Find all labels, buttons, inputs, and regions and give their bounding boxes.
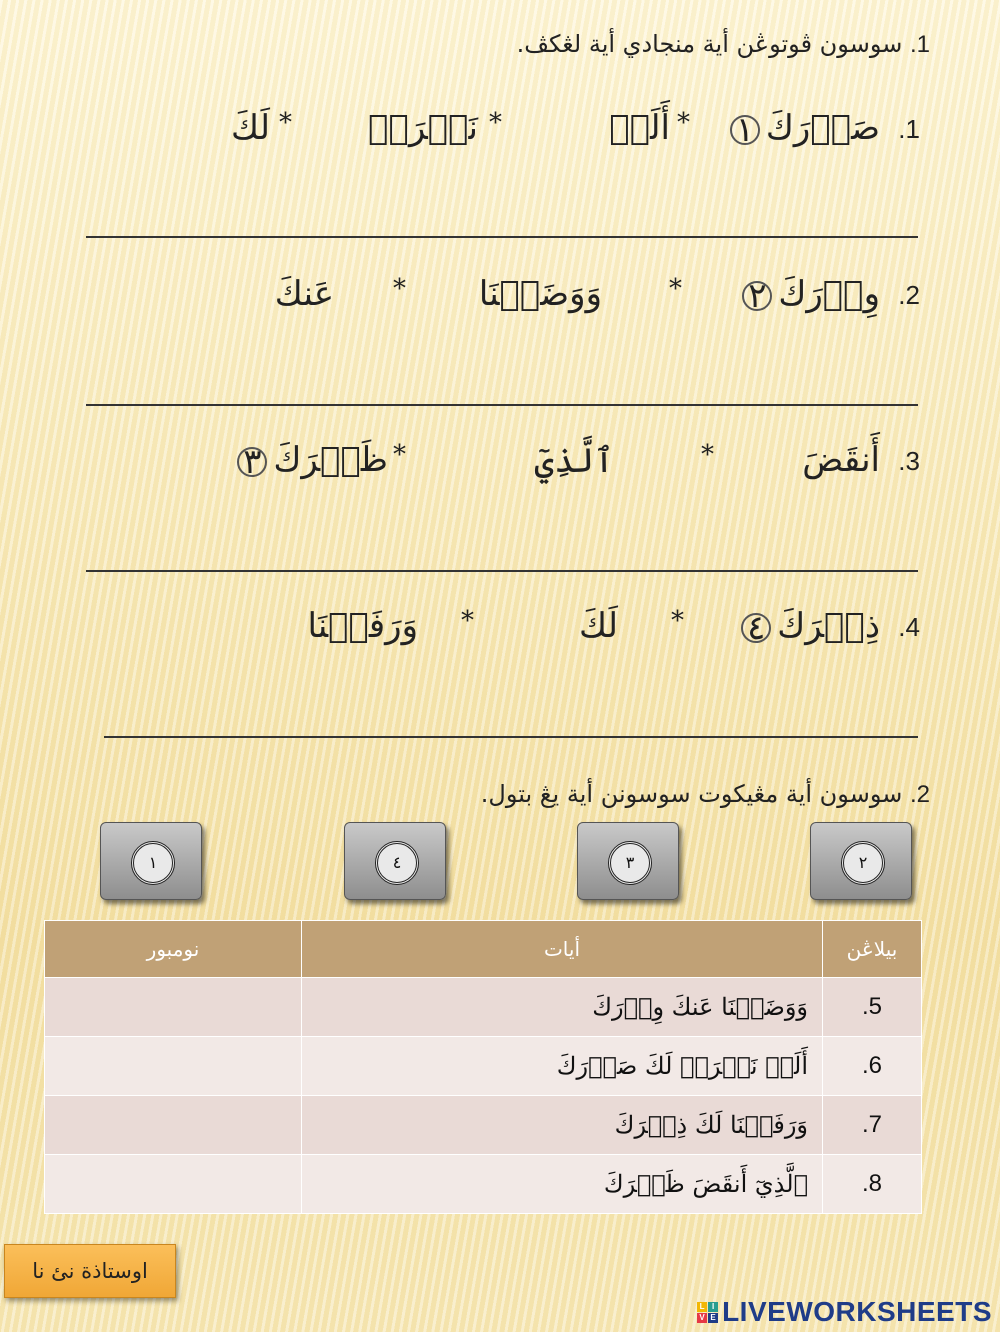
separator-star: *: [393, 274, 406, 304]
row-2-word-3[interactable]: عَنكَ: [274, 274, 334, 314]
ayah-tile-2[interactable]: [810, 822, 912, 900]
section-2-number: 2.: [909, 781, 930, 808]
row-ayat: أَلَمۡ نَشۡرَحۡ لَكَ صَدۡرَكَ: [302, 1037, 823, 1096]
row-4-word-2[interactable]: لَكَ: [578, 606, 618, 646]
ayah-end-mark: ٤: [741, 613, 771, 643]
answer-drop-zone[interactable]: [45, 1155, 302, 1214]
answer-drop-zone[interactable]: [45, 1037, 302, 1096]
row-number: 6.: [823, 1037, 922, 1096]
row-4-word-3[interactable]: وَرَفَعۡنَا: [307, 606, 418, 646]
ayah-number-badge: ٤: [375, 841, 419, 885]
ayah-end-mark: ٣: [237, 447, 267, 477]
separator-star: *: [489, 108, 502, 138]
ayah-number-badge: ١: [131, 841, 175, 885]
section-2-title: [481, 780, 930, 809]
ayah-tile-1[interactable]: [100, 822, 202, 900]
header-ayat: أيات: [302, 921, 823, 978]
row-1-word-2[interactable]: أَلَمۡ: [609, 108, 670, 148]
row-3-word-2[interactable]: ٱلَّذِيٓ: [534, 441, 614, 481]
separator-star: *: [671, 606, 684, 636]
ayah-end-mark: ١: [730, 115, 760, 145]
answer-line-2[interactable]: [86, 404, 918, 406]
row-3-word-1[interactable]: أَنقَضَ: [802, 440, 880, 480]
row-4-index: 4.: [898, 612, 920, 642]
logo-text: LIVEWORKSHEETS: [722, 1296, 992, 1327]
separator-star: *: [677, 108, 690, 138]
section-2-instruction: سوسون أية مڠيكوت سوسونن أية يڠ بتول.: [480, 780, 903, 808]
row-2-word-2[interactable]: وَوَضَعۡنَا: [478, 274, 602, 314]
section-1-title: [517, 30, 930, 59]
ayah-end-mark: ٢: [742, 281, 772, 311]
answer-drop-zone[interactable]: [45, 978, 302, 1037]
logo-cube-letter: V: [697, 1313, 707, 1323]
table-row: [45, 1096, 922, 1155]
row-ayat: ٱلَّذِيٓ أَنقَضَ ظَهۡرَكَ: [302, 1155, 823, 1214]
separator-star: *: [669, 274, 682, 304]
row-2-index: 2.: [898, 280, 920, 310]
section-1-instruction: سوسون ڤوتوڠن أية منجادي أية لڠكڤ.: [516, 30, 903, 58]
row-2-word-1[interactable]: وِزۡرَكَ٢: [736, 274, 880, 314]
answer-line-4[interactable]: [104, 736, 918, 738]
row-1-word-1[interactable]: صَدۡرَكَ١: [724, 108, 880, 148]
word-row-1: [80, 108, 920, 168]
logo-cube-letter: E: [708, 1313, 718, 1323]
answer-drop-zone[interactable]: [45, 1096, 302, 1155]
ayah-tile-3[interactable]: [577, 822, 679, 900]
separator-star: *: [461, 606, 474, 636]
header-bil: بيلاڠن: [823, 921, 922, 978]
row-3-index: 3.: [898, 446, 920, 476]
separator-star: *: [701, 440, 714, 470]
table-row: [45, 1155, 922, 1214]
table-header-row: [45, 921, 922, 978]
logo-cube-letter: L: [697, 1302, 707, 1312]
word-row-2: [80, 274, 920, 334]
row-ayat: وَرَفَعۡنَا لَكَ ذِكۡرَكَ: [302, 1096, 823, 1155]
answer-line-3[interactable]: [86, 570, 918, 572]
row-1-index: 1.: [898, 114, 920, 144]
row-4-word-1[interactable]: ذِكۡرَكَ٤: [735, 606, 880, 646]
teacher-name-button[interactable]: اوستاذة نئ نا: [4, 1244, 176, 1298]
logo-cube-letter: I: [708, 1302, 718, 1312]
separator-star: *: [393, 440, 406, 470]
header-nombor: نومبور: [45, 921, 302, 978]
row-number: 8.: [823, 1155, 922, 1214]
answer-table: [44, 920, 922, 1214]
liveworksheets-logo[interactable]: [697, 1296, 992, 1328]
ayah-number-badge: ٣: [608, 841, 652, 885]
word-row-3: [80, 440, 920, 500]
word-row-4: [80, 606, 920, 666]
answer-line-1[interactable]: [86, 236, 918, 238]
table-row: [45, 1037, 922, 1096]
row-1-word-4[interactable]: لَكَ: [230, 108, 270, 148]
row-3-word-3[interactable]: ظَهۡرَكَ٣: [231, 440, 388, 480]
row-number: 7.: [823, 1096, 922, 1155]
row-1-word-3[interactable]: نَشۡرَحۡ: [368, 108, 478, 148]
ayah-tile-4[interactable]: [344, 822, 446, 900]
row-number: 5.: [823, 978, 922, 1037]
ayah-number-badge: ٢: [841, 841, 885, 885]
separator-star: *: [279, 108, 292, 138]
table-row: [45, 978, 922, 1037]
row-ayat: وَوَضَعۡنَا عَنكَ وِزۡرَكَ: [302, 978, 823, 1037]
section-1-number: 1.: [909, 31, 930, 58]
logo-cube-icon: [697, 1302, 718, 1323]
